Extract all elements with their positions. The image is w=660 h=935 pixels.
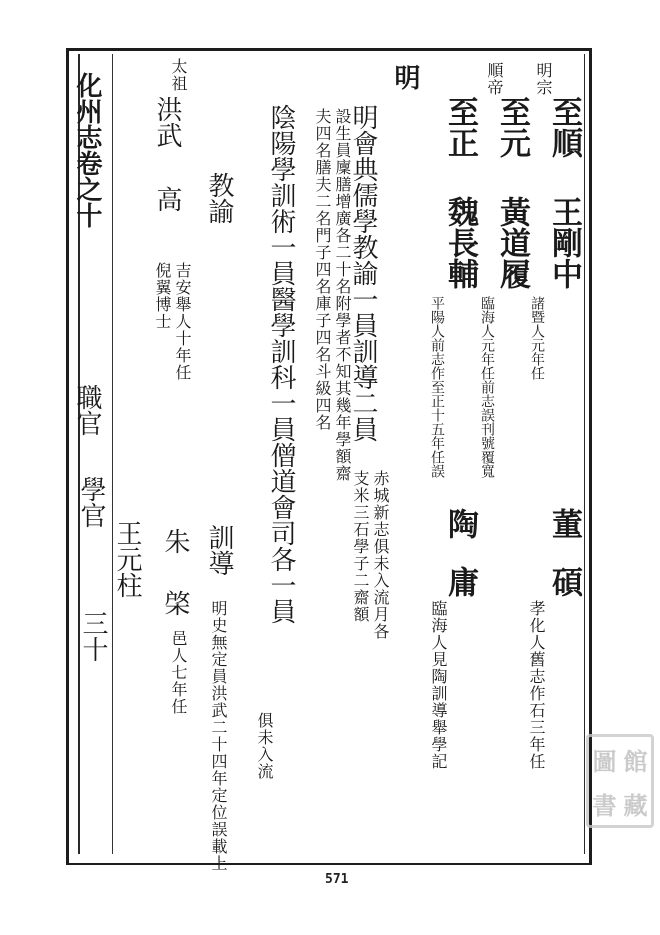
official-note: 臨海人見陶訓導舉學記 (429, 600, 448, 770)
era-name: 至元 (494, 96, 530, 158)
official-name: 碩 (546, 566, 582, 597)
official-name: 董 (546, 508, 582, 539)
page-number: 571 (325, 872, 349, 887)
seal-char: 書 (592, 790, 617, 820)
official-name: 黃道履 (494, 196, 530, 289)
paragraph-text: 明會典儒學教諭一員訓導二員 (348, 104, 378, 442)
office-label: 教諭 (204, 172, 234, 224)
folio-number: 三十 (78, 610, 108, 662)
dynasty-heading: 明 (390, 64, 420, 90)
official-name: 王元柱 (112, 520, 142, 598)
official-note: 臨海人元年任前志誤刊號覆寬 (479, 296, 495, 478)
official-note: 吉安舉人十年任 (173, 262, 192, 381)
seal-char: 藏 (623, 790, 648, 820)
fold-line (112, 54, 113, 854)
era-prefix: 明宗 (534, 62, 553, 96)
era-prefix: 順帝 (485, 62, 504, 96)
official-name: 高 (152, 186, 182, 212)
book-title: 化州志卷之十 (72, 72, 102, 228)
section-label: 職官 (72, 384, 102, 436)
seal-char: 圖 (592, 746, 617, 776)
official-name: 朱 (160, 528, 190, 554)
paragraph-note: 俱未入流 (255, 712, 274, 780)
seal-char: 館 (623, 746, 648, 776)
official-note: 平陽人前志作至正十五年任誤 (429, 296, 445, 478)
library-seal-stamp (586, 734, 654, 828)
paragraph-note: 赤城新志俱未入流月各 (371, 470, 390, 640)
paragraph-text: 陰陽學訓術一員醫學訓科一員僧道會司各一員 (266, 104, 296, 624)
paragraph-note: 支米三石學子二齋額 (351, 470, 370, 623)
paragraph-note: 設生員廩膳增廣各二十名附學者不知其幾年學額齋 (333, 108, 352, 482)
subsection-label: 學官 (76, 476, 106, 528)
official-note: 倪翼博士 (153, 262, 172, 330)
emperor-prefix: 太祖 (169, 58, 188, 92)
official-name: 魏長輔 (442, 196, 478, 289)
official-note: 孝化人舊志作石三年任 (527, 600, 546, 770)
office-note: 明史無定員洪武二十四年定位誤載上 (209, 600, 228, 872)
era-name: 至正 (442, 96, 478, 158)
office-label: 訓導 (204, 524, 234, 576)
era-name: 洪武 (152, 96, 182, 148)
official-note: 諸暨人元年任 (529, 296, 545, 380)
official-name: 陶 (442, 508, 478, 539)
official-name: 王剛中 (546, 196, 582, 289)
official-name: 庸 (442, 566, 478, 597)
paragraph-note: 夫四名膳夫二名門子四名庫子四名斗級四名 (313, 108, 332, 431)
official-name: 棨 (160, 590, 190, 616)
era-name: 至順 (546, 96, 582, 158)
official-note: 邑人七年任 (169, 630, 188, 715)
